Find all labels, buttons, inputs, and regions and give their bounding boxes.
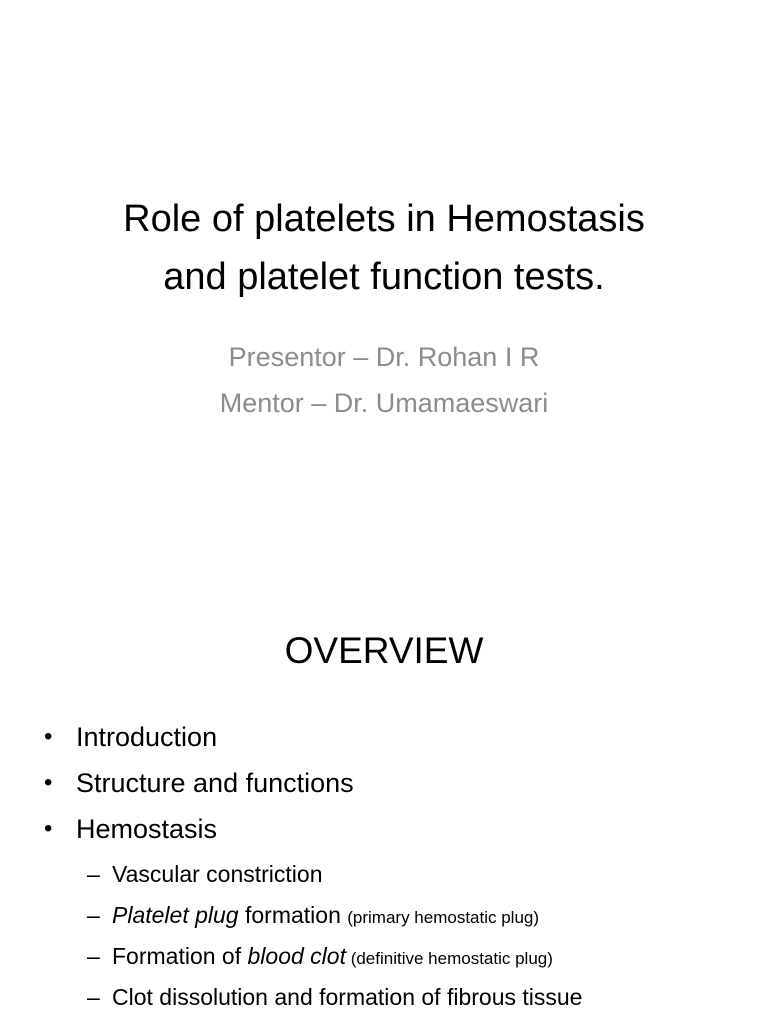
bullet-text: Structure and functions	[76, 768, 354, 798]
emphasis-text: blood clot	[247, 943, 346, 969]
bullet-text: Hemostasis	[76, 814, 218, 844]
presentor-line: Presentor – Dr. Rohan I R	[228, 342, 540, 372]
bullet-dot-icon: •	[44, 723, 53, 750]
subbullet-item	[44, 895, 764, 936]
subbullet-item	[44, 977, 764, 1018]
emphasis-text: Platelet plug	[112, 902, 239, 928]
slide-overview	[0, 576, 768, 1024]
dash-icon: –	[87, 943, 100, 969]
subbullet-note: (primary hemostatic plug)	[347, 908, 540, 927]
bullet-dot-icon: •	[44, 769, 53, 796]
title-line-1: Role of platelets in Hemostasis	[123, 198, 645, 240]
hemostasis-subbullet-list	[44, 854, 764, 1018]
presentation-subtitle	[40, 334, 728, 426]
overview-bullet-list	[44, 714, 764, 1018]
bullet-item	[44, 806, 764, 852]
subbullet-item	[44, 854, 764, 895]
dash-icon: –	[87, 984, 100, 1010]
bullet-item	[44, 714, 764, 760]
dash-icon: –	[87, 861, 100, 887]
presentation-title	[40, 190, 728, 306]
subbullet-text: Clot dissolution and formation of fibrous tissue	[112, 984, 583, 1010]
subbullet-text: Platelet plug formation (primary hemostatic plug)	[112, 902, 540, 928]
subbullet-note: (definitive hemostatic plug)	[345, 949, 553, 968]
dash-icon: –	[87, 902, 100, 928]
bullet-dot-icon: •	[44, 815, 53, 842]
bullet-text: Introduction	[76, 722, 218, 752]
bullet-item	[44, 760, 764, 806]
title-line-2: and platelet function tests.	[163, 256, 605, 298]
subbullet-text: Vascular constriction	[112, 861, 323, 887]
subbullet-item	[44, 936, 764, 977]
overview-title: OVERVIEW	[284, 630, 484, 671]
subbullet-text: Formation of blood clot (definitive hemostatic plug)	[112, 943, 553, 969]
mentor-line: Mentor – Dr. Umamaeswari	[219, 388, 549, 418]
